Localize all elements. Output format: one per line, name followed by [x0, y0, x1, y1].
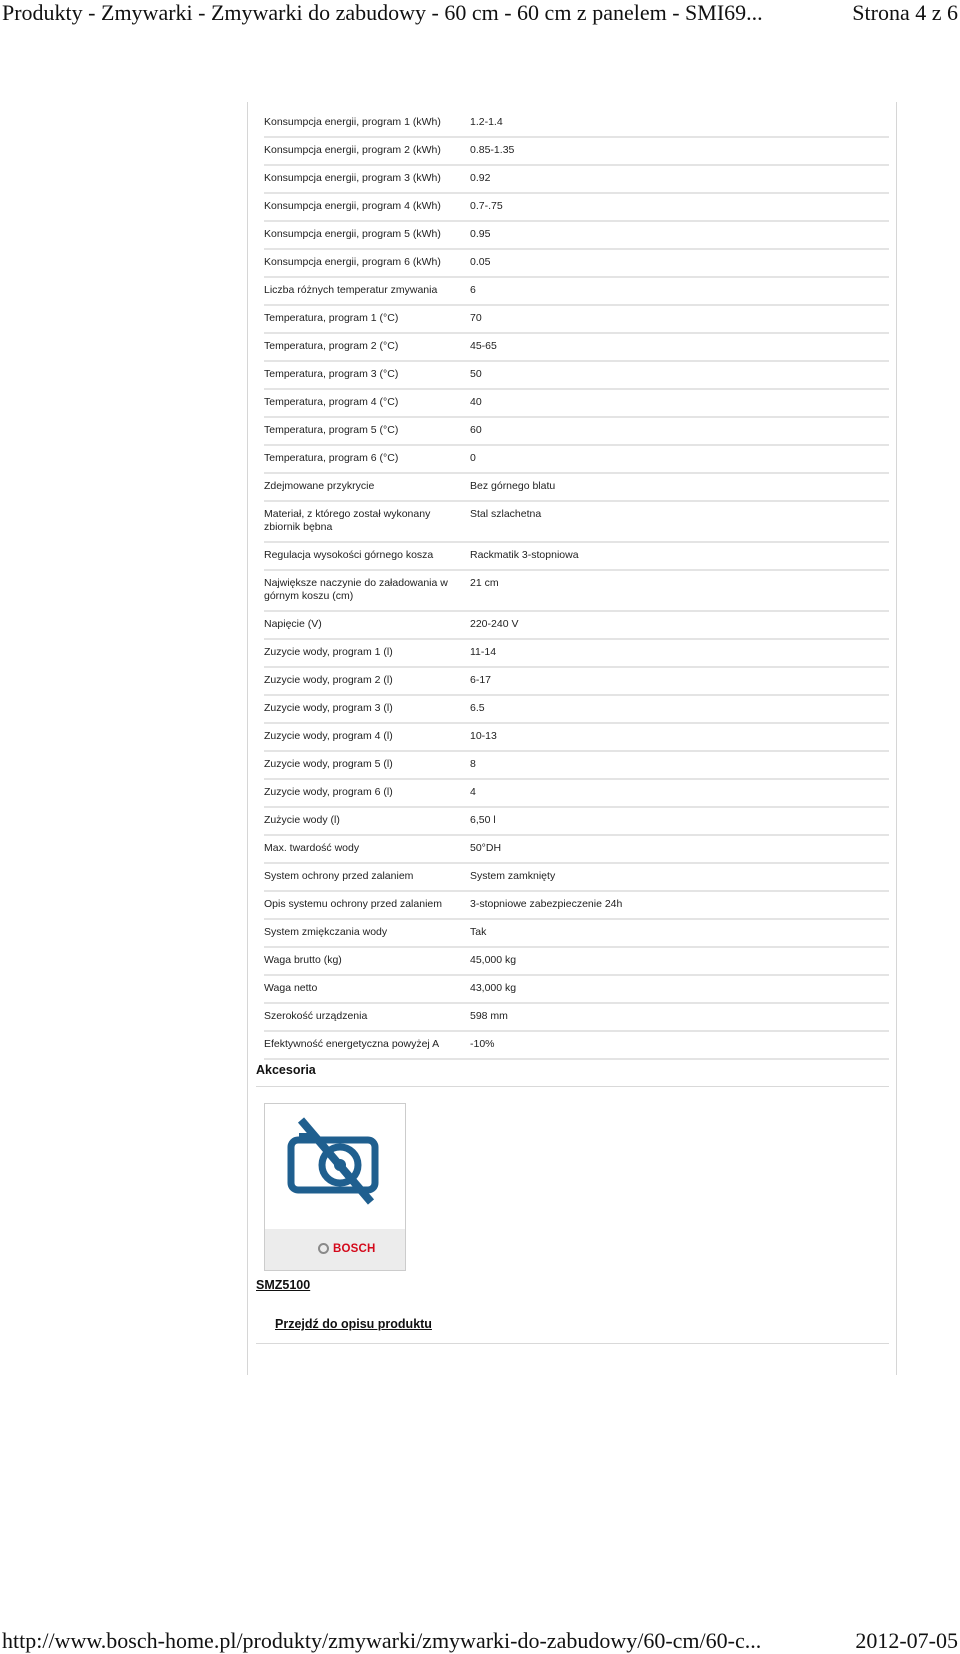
spec-label: Regulacja wysokości górnego kosza	[264, 542, 470, 570]
spec-label: Waga netto	[264, 975, 470, 1003]
accessory-thumbnail[interactable]	[264, 1103, 406, 1271]
spec-label: Temperatura, program 3 (°C)	[264, 361, 470, 389]
spec-row	[264, 277, 889, 305]
spec-value: 598 mm	[470, 1003, 889, 1031]
spec-value: 60	[470, 417, 889, 445]
spec-value: 6,50 l	[470, 807, 889, 835]
spec-row	[264, 807, 889, 835]
spec-label: Konsumpcja energii, program 1 (kWh)	[264, 110, 470, 137]
page-url: http://www.bosch-home.pl/produkty/zmywarki/zmywarki-do-zabudowy/60-cm/60-c...	[2, 1628, 762, 1653]
spec-label: Szerokość urządzenia	[264, 1003, 470, 1031]
spec-row	[264, 305, 889, 333]
product-page	[247, 102, 897, 1375]
spec-label: Materiał, z którego został wykonany zbiornik bębna	[264, 501, 470, 542]
spec-label: Waga brutto (kg)	[264, 947, 470, 975]
spec-row	[264, 751, 889, 779]
spec-row	[264, 835, 889, 863]
spec-row	[264, 695, 889, 723]
spec-value: 50°DH	[470, 835, 889, 863]
spec-value: 6	[470, 277, 889, 305]
print-footer	[0, 1628, 960, 1654]
spec-value: System zamknięty	[470, 863, 889, 891]
page-indicator: Strona 4 z 6	[852, 0, 958, 25]
spec-label: System ochrony przed zalaniem	[264, 863, 470, 891]
spec-value: 45,000 kg	[470, 947, 889, 975]
spec-value: 0.05	[470, 249, 889, 277]
spec-row	[264, 639, 889, 667]
product-description-link[interactable]: Przejdź do opisu produktu	[275, 1317, 432, 1331]
spec-row	[264, 779, 889, 807]
spec-row	[264, 611, 889, 639]
spec-row	[264, 389, 889, 417]
spec-row	[264, 137, 889, 165]
spec-value: 0.92	[470, 165, 889, 193]
bottom-divider	[256, 1343, 889, 1344]
spec-label: Konsumpcja energii, program 2 (kWh)	[264, 137, 470, 165]
spec-row	[264, 110, 889, 137]
accessories-heading: Akcesoria	[256, 1063, 316, 1077]
spec-label: Napięcie (V)	[264, 611, 470, 639]
spec-value: 40	[470, 389, 889, 417]
spec-value: 45-65	[470, 333, 889, 361]
spec-row	[264, 249, 889, 277]
specifications-body	[264, 110, 889, 1059]
spec-label: Zuzycie wody, program 4 (l)	[264, 723, 470, 751]
spec-label: Zdejmowane przykrycie	[264, 473, 470, 501]
spec-row	[264, 542, 889, 570]
spec-value: 1.2-1.4	[470, 110, 889, 137]
spec-label: Temperatura, program 6 (°C)	[264, 445, 470, 473]
spec-label: Temperatura, program 2 (°C)	[264, 333, 470, 361]
spec-value: 6-17	[470, 667, 889, 695]
accessory-code-link[interactable]: SMZ5100	[256, 1278, 311, 1292]
spec-row	[264, 501, 889, 542]
spec-value: 220-240 V	[470, 611, 889, 639]
spec-label: Liczba różnych temperatur zmywania	[264, 277, 470, 305]
spec-value: 0	[470, 445, 889, 473]
spec-label: Temperatura, program 4 (°C)	[264, 389, 470, 417]
spec-label: Zużycie wody (l)	[264, 807, 470, 835]
spec-row	[264, 333, 889, 361]
spec-row	[264, 473, 889, 501]
print-date: 2012-07-05	[855, 1628, 958, 1653]
spec-row	[264, 891, 889, 919]
spec-row	[264, 193, 889, 221]
spec-label: Zuzycie wody, program 2 (l)	[264, 667, 470, 695]
spec-label: Zuzycie wody, program 5 (l)	[264, 751, 470, 779]
spec-row	[264, 361, 889, 389]
spec-value: 0.95	[470, 221, 889, 249]
spec-label: Zuzycie wody, program 6 (l)	[264, 779, 470, 807]
spec-value: 0.7-.75	[470, 193, 889, 221]
spec-label: System zmiękczania wody	[264, 919, 470, 947]
spec-row	[264, 165, 889, 193]
spec-value: 43,000 kg	[470, 975, 889, 1003]
spec-value: 6.5	[470, 695, 889, 723]
spec-row	[264, 919, 889, 947]
no-image-camera-icon	[265, 1104, 405, 1229]
spec-row	[264, 221, 889, 249]
spec-row	[264, 417, 889, 445]
spec-value: Tak	[470, 919, 889, 947]
spec-value: Rackmatik 3-stopniowa	[470, 542, 889, 570]
spec-label: Zuzycie wody, program 1 (l)	[264, 639, 470, 667]
spec-row	[264, 667, 889, 695]
spec-value: 0.85-1.35	[470, 137, 889, 165]
spec-label: Opis systemu ochrony przed zalaniem	[264, 891, 470, 919]
spec-value: 70	[470, 305, 889, 333]
spec-value: 50	[470, 361, 889, 389]
specifications-table	[264, 110, 889, 1060]
spec-row	[264, 863, 889, 891]
spec-row	[264, 445, 889, 473]
spec-label: Efektywność energetyczna powyżej A	[264, 1031, 470, 1059]
print-header	[0, 0, 960, 24]
spec-label: Konsumpcja energii, program 4 (kWh)	[264, 193, 470, 221]
spec-row	[264, 947, 889, 975]
spec-row	[264, 1003, 889, 1031]
spec-value: Stal szlachetna	[470, 501, 889, 542]
spec-value: 10-13	[470, 723, 889, 751]
spec-label: Największe naczynie do załadowania w górnym koszu (cm)	[264, 570, 470, 611]
spec-value: 8	[470, 751, 889, 779]
spec-value: Bez górnego blatu	[470, 473, 889, 501]
spec-value: 21 cm	[470, 570, 889, 611]
spec-value: 11-14	[470, 639, 889, 667]
brand-band	[265, 1229, 405, 1270]
spec-value: 4	[470, 779, 889, 807]
document-title: Produkty - Zmywarki - Zmywarki do zabudowy - 60 cm - 60 cm z panelem - SMI69...	[2, 0, 763, 25]
spec-label: Konsumpcja energii, program 6 (kWh)	[264, 249, 470, 277]
section-divider	[256, 1086, 889, 1087]
spec-value: -10%	[470, 1031, 889, 1059]
spec-label: Konsumpcja energii, program 3 (kWh)	[264, 165, 470, 193]
spec-row	[264, 723, 889, 751]
bosch-armature-icon	[318, 1243, 329, 1254]
spec-row	[264, 975, 889, 1003]
spec-row	[264, 570, 889, 611]
spec-label: Temperatura, program 5 (°C)	[264, 417, 470, 445]
spec-label: Zuzycie wody, program 3 (l)	[264, 695, 470, 723]
spec-label: Temperatura, program 1 (°C)	[264, 305, 470, 333]
spec-label: Konsumpcja energii, program 5 (kWh)	[264, 221, 470, 249]
spec-row	[264, 1031, 889, 1059]
spec-label: Max. twardość wody	[264, 835, 470, 863]
spec-value: 3-stopniowe zabezpieczenie 24h	[470, 891, 889, 919]
bosch-logo: BOSCH	[333, 1243, 376, 1255]
